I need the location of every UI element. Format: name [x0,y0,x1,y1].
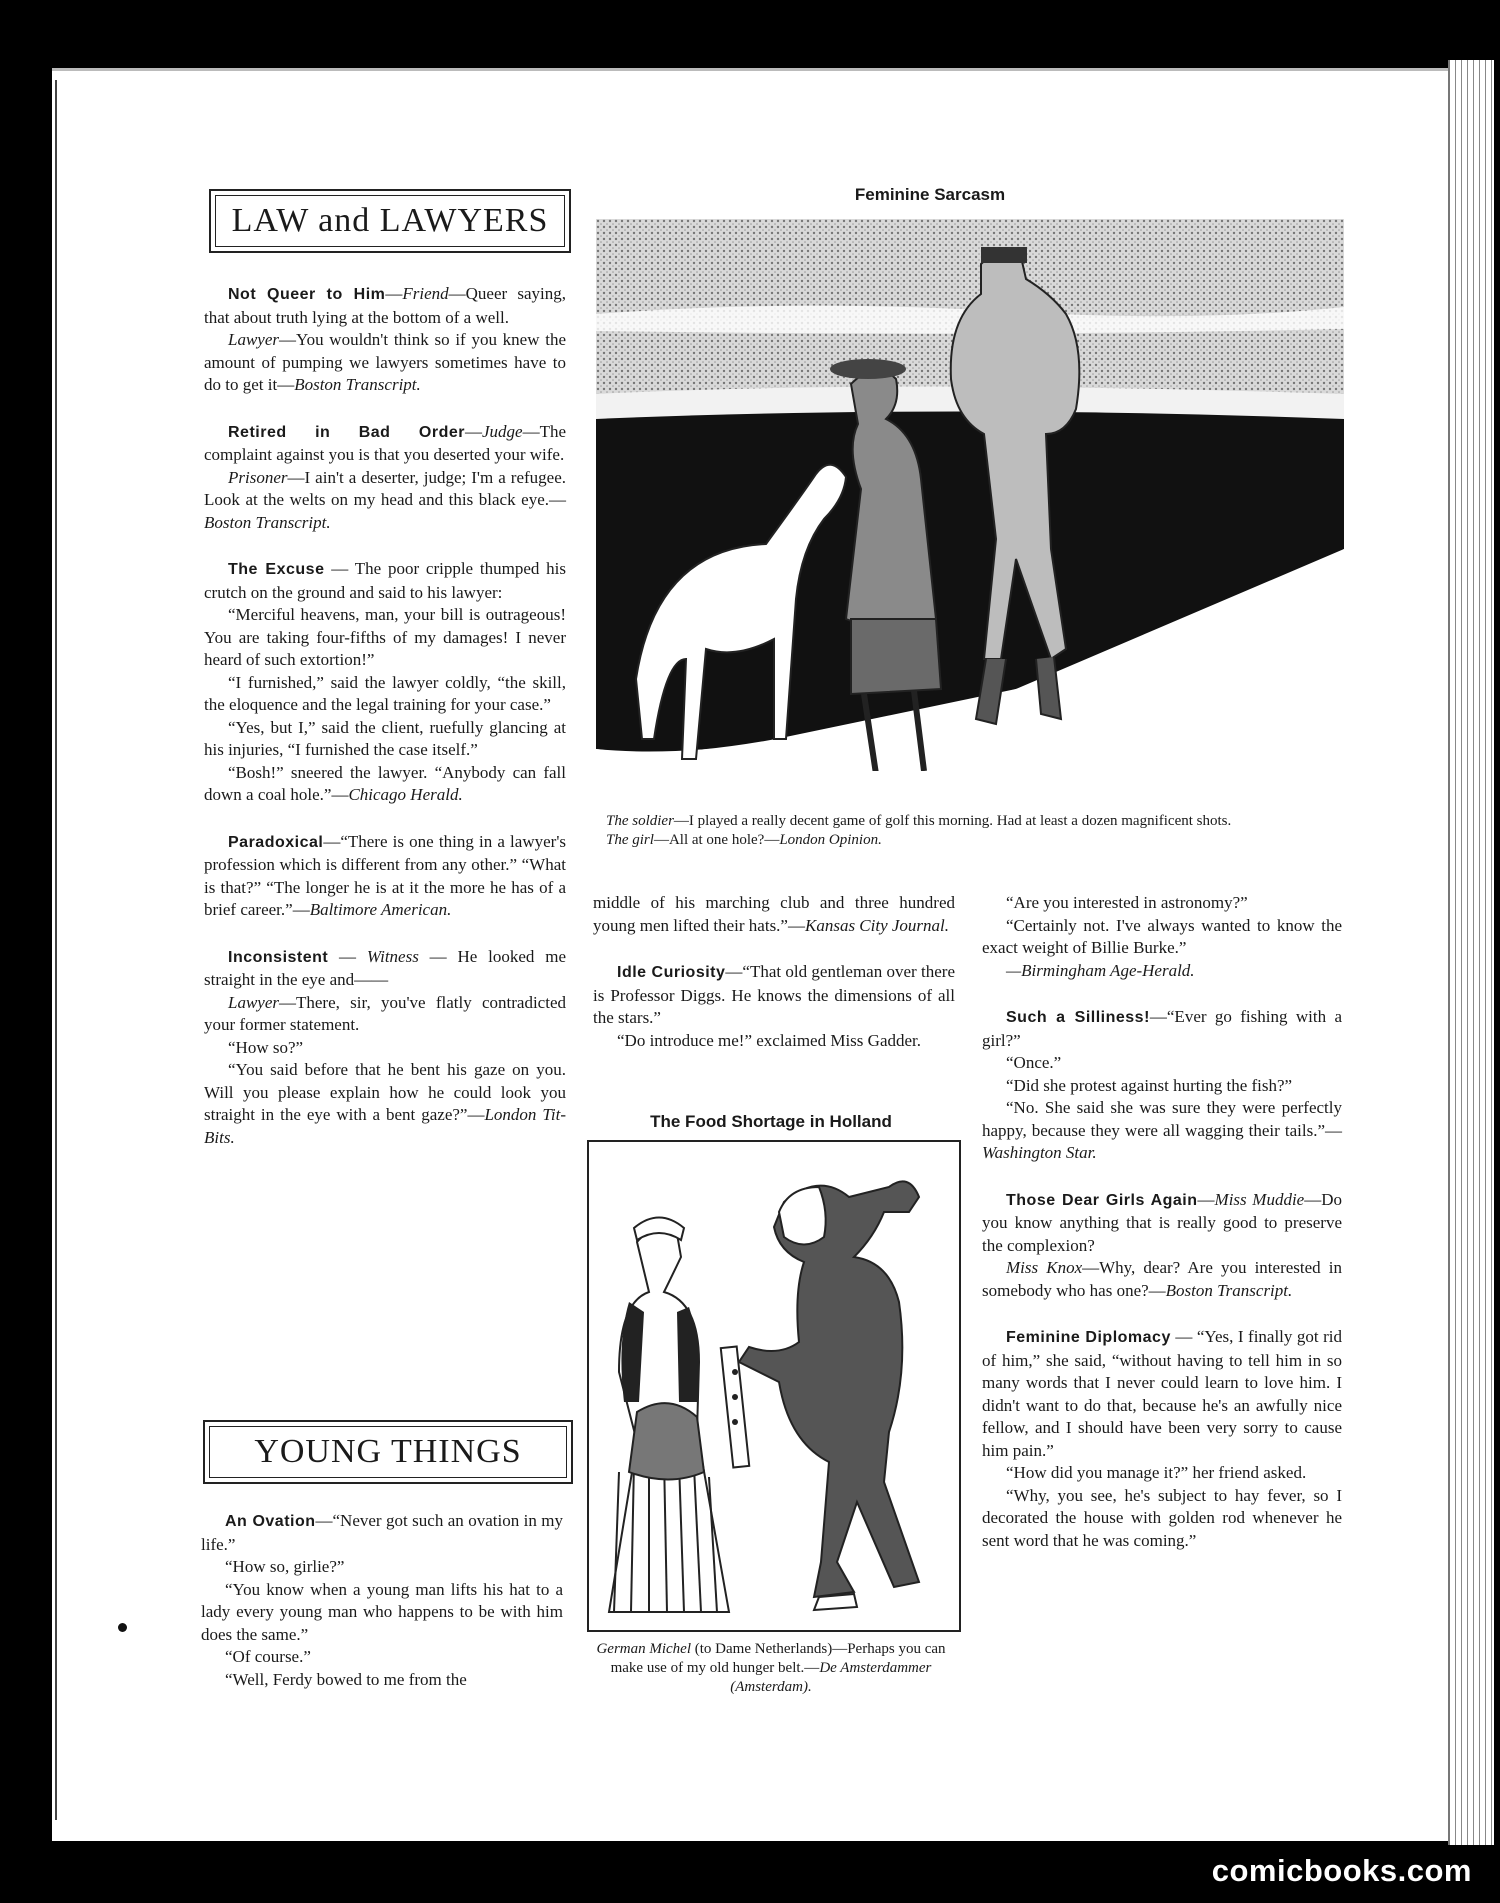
joke-idle-curiosity: Idle Curiosity—“That old gentleman over there is Professor Diggs. He knows the dimensions of all the stars.” [593,962,955,1027]
column-1: Not Queer to Him—Friend—Queer saying, that about truth lying at the bottom of a well. Lawyer—You wouldn't think so if you knew the amount of pumping we lawyers sometimes have to do to get it—Boston Transcript. Retired in Bad Order—Judge—The complaint against you is that you deserted your wife. Prisoner—I ain't a deserter, judge; I'm a refugee. Look at the welts on my head and this black eye.—Boston Transcript. The Excuse — The poor cripple thumped his crutch on the ground and said to his lawyer: “Merciful heavens, man, your bill is outrageous! You are taking four-fifths of my damages! I never heard of such extortion!” “I furnished,” said the lawyer coldly, “the skill, the eloquence and the legal training for your case.” “Yes, but I,” said the client, ruefully glancing at his injuries, “I furnished the case itself.” “Bosh!” sneered the lawyer. “Anybody can fall down a coal hole.”—Chicago Herald. Paradoxical—“There is one thing in a lawyer's profession which is different from any other.” “What is that?” “The longer he is at it the more he has of a brief career.”—Baltimore American. Inconsistent — Witness — He looked me straight in the eye and—— Lawyer—There, sir, you've flatly contradicted your former statement. “How so?” “You said before that he bent his gaze on you. Will you please explain how he could look you straight in the eye with a bent gaze?”—London Tit-Bits. [204,284,567,1147]
joke-retired: Retired in Bad Order—Judge—The complaint against you is that you deserted your wife. [204,421,566,464]
young-heading: YOUNG THINGS [209,1426,567,1478]
joke-title: Not Queer to Him [228,286,386,303]
joke-silliness: Such a Silliness!—“Ever go fishing with a girl?” [982,1007,1342,1050]
joke-title: The Excuse [228,561,325,578]
column-1-young: An Ovation—“Never got such an ovation in my life.” “How so, girlie?” “You know when a young man lifts his hat to a lady every young man who happens to be with him does the same.” “Of course.” “Well, Ferdy bowed to me from the [201,1511,563,1689]
law-heading: LAW and LAWYERS [215,195,565,247]
cartoon1-illustration [596,219,1344,771]
page-stack-edge [1448,60,1494,1845]
law-heading-box [209,189,571,253]
binding-line [55,80,57,1820]
joke-title: Paradoxical [228,833,324,851]
column-3: “Are you interested in astronomy?” “Certainly not. I've always wanted to know the exact weight of Billie Burke.” —Birmingham Age-Herald. Such a Silliness!—“Ever go fishing with a girl?” “Once.” “Did she protest against hurting the fish?” “No. She said she was sure they were perfectly happy, because they were all wagging their tails.”—Washington Star. Those Dear Girls Again—Miss Muddie—Do you know anything that is really good to preserve the complexion? Miss Knox—Why, dear? Are you interested in somebody who has one?—Boston Transcript. Feminine Diplomacy — “Yes, I finally got rid of him,” she said, “without having to tell him in so many words that I never could learn to love him. I didn't want to do that, because he's an awfully nice fellow, and I should have been very sorry to cause him pain.” “How did you manage it?” her friend asked. “Why, you see, he's subject to hay fever, so I decorated the house with golden rod whenever he sent word that he was coming.” [982,893,1343,1550]
cartoon1-title: Feminine Sarcasm [854,185,1006,204]
watermark: comicbooks.com [1211,1853,1472,1888]
joke-paradoxical: Paradoxical—“There is one thing in a lawyer's profession which is different from any other.” “What is that?” “The longer he is at it the more he has of a brief career.”—Baltimore American. [204,831,566,919]
joke-ovation: An Ovation—“Never got such an ovation in my life.” [201,1511,563,1554]
joke-diplomacy: Feminine Diplomacy — “Yes, I finally got rid of him,” she said, “without having to tell him in so many words that I never could learn to love him. I didn't want to do that, because he's an awfully nice fellow, and I should have been very sorry to cause him pain.” [982,1327,1343,1460]
joke-title: Such a Silliness! [1006,1009,1150,1026]
joke-title: Idle Curiosity [617,964,726,981]
joke-title: Retired in Bad Order [228,423,465,441]
joke-excuse: The Excuse — The poor cripple thumped his crutch on the ground and said to his lawyer: [204,559,566,602]
joke-not-queer: Not Queer to Him—Friend—Queer saying, that about truth lying at the bottom of a well. [204,284,567,327]
ink-dot [118,1623,127,1632]
joke-title: Inconsistent [228,948,329,966]
cartoon1-caption: The soldier—I played a really decent game of golf this morning. Had at least a dozen magnificent shots. The girl—All at one hole?—London Opinion. [606,813,1232,848]
scan-border-left [0,60,52,1845]
cartoon2-caption: German Michel (to Dame Netherlands)—Perhaps you can make use of my old hunger belt.—De Amsterdammer (Amsterdam). [596,1641,946,1695]
joke-dear-girls: Those Dear Girls Again—Miss Muddie—Do you know anything that is really good to preserve the complexion? [982,1189,1343,1255]
cartoon2-title: The Food Shortage in Holland [650,1112,892,1131]
joke-title: Feminine Diplomacy [1006,1329,1171,1346]
joke-title: An Ovation [225,1513,316,1530]
young-heading-box [203,1420,573,1484]
cartoon2-illustration [587,1140,961,1632]
joke-inconsistent: Inconsistent — Witness — He looked me straight in the eye and—— [204,946,567,989]
joke-title: Those Dear Girls Again [1006,1191,1198,1209]
column-2: middle of his marching club and three hundred young men lifted their hats.”—Kansas City Journal. Idle Curiosity—“That old gentleman over there is Professor Diggs. He knows the dimensions of all the stars.” “Do introduce me!” exclaimed Miss Gadder. [593,893,955,1050]
